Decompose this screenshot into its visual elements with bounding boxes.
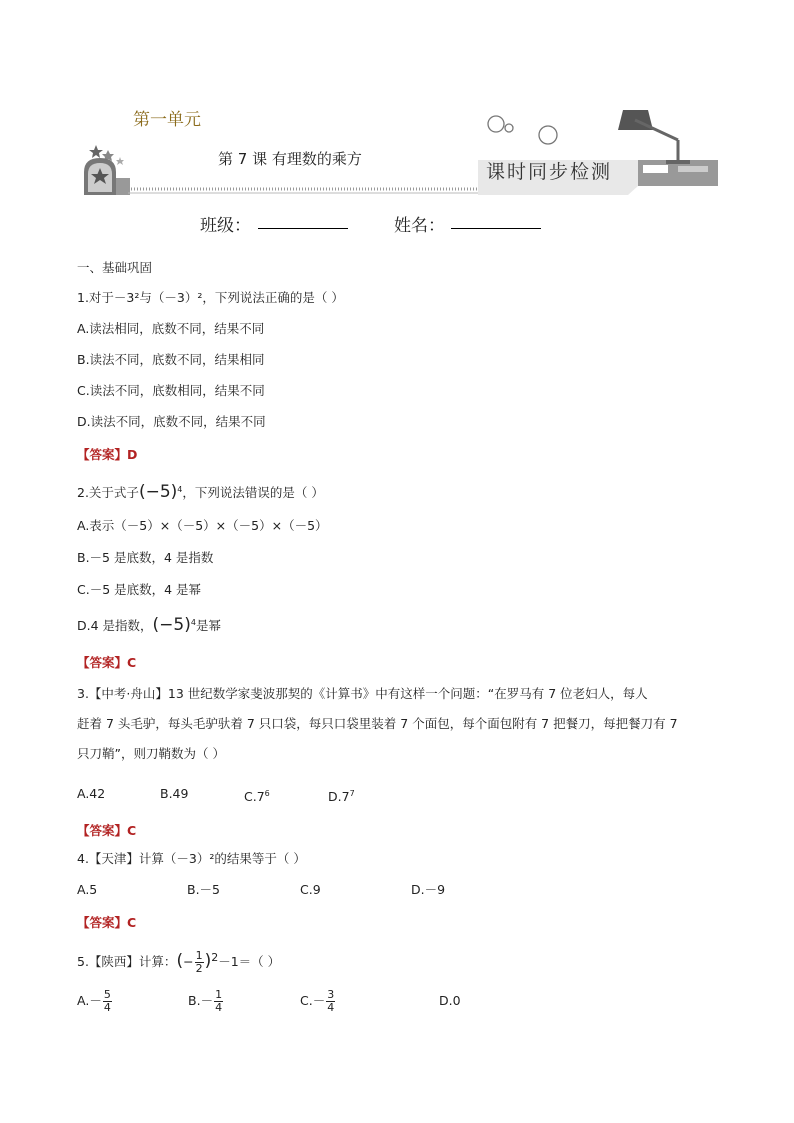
q4-stem: 4.【天津】计算（－3）²的结果等于（ ） [77,851,306,866]
q2-stem [77,482,324,501]
q3-option-a: A.42 [77,786,106,801]
star-emblem-icon [84,145,130,195]
q2-opt-d-pre: D.4 是指数， [77,618,153,634]
q2-opt-d-post: 是幂 [195,618,221,634]
lesson-title: 第 7 课 有理数的乘方 [218,150,362,168]
q5-stem-post: －1＝（ ） [218,954,281,970]
q3-answer: 【答案】C [77,823,137,838]
q3-option-c [244,786,270,805]
q2-stem-post: ，下列说法错误的是（ ） [182,485,324,501]
q5-option-c: C.－ $\frac{3}{4}$ [300,988,335,1014]
q2-option-b: B.－5 是底数，4 是指数 [77,550,214,565]
q5-option-d: D.0 [439,993,461,1008]
q3-line-3: 只刀鞘”，则刀鞘数为（ ） [77,746,225,761]
q2-option-c: C.－5 是底数，4 是幂 [77,582,202,597]
q1-option-a: A.读法相同，底数不同，结果不同 [77,321,265,336]
q3-opt-d-exp: 7 [349,789,355,798]
q5-exp: 2 [211,951,219,964]
q1-stem: 1.对于－3²与（－3）²，下列说法正确的是（ ） [77,290,344,305]
q3-opt-c-exp: 6 [264,789,270,798]
section-title: 一、基础巩固 [77,260,153,275]
banner-title: 课时同步检测 [486,161,613,183]
q5-stem-pre: 5.【陕西】计算： [77,954,177,970]
q3-opt-d-base: D.7 [328,789,350,805]
q2-opt-d-exp: 4 [190,618,196,627]
q4-option-b: B.－5 [187,882,221,897]
name-label: 姓名： [394,216,445,236]
q1-option-c: C.读法不同，底数相同，结果不同 [77,383,265,398]
q4-option-c: C.9 [300,882,321,897]
q1-option-b: B.读法不同，底数不同，结果相同 [77,352,265,367]
q3-line-1: 3.【中考·舟山】13 世纪数学家斐波那契的《计算书》中有这样一个问题：“在罗马有 7 位老妇人，每人 [77,686,648,701]
q5-option-b: B.－ $\frac{1}{4}$ [188,988,223,1014]
q2-stem-pre: 2.关于式子 [77,485,139,501]
desk-lamp-icon [618,110,690,164]
q5-inner-fraction: $\frac{1}{2}$ [195,949,203,976]
q4-option-d: D.－9 [411,882,446,897]
q5-inner-sign: − [183,954,194,970]
q5-option-a: A.－ $\frac{5}{4}$ [77,988,111,1014]
q1-option-d: D.读法不同，底数不同，结果不同 [77,414,266,429]
q4-option-a: A.5 [77,882,98,897]
unit-label: 第一单元 [133,110,201,130]
q2-option-a: A.表示（－5）×（－5）×（－5）×（－5） [77,518,328,533]
q2-option-d [77,615,221,634]
q3-option-b: B.49 [160,786,189,801]
q3-option-d [328,786,355,805]
class-label: 班级： [200,216,251,236]
q2-answer: 【答案】C [77,655,137,670]
q5-stem: 5.【陕西】计算：(− $\frac{1}{2}$ )2－1＝（ ） [77,949,281,976]
q1-answer: 【答案】D [77,447,138,462]
q2-opt-d-expr: (−5) [152,615,191,636]
q2-expr: (−5) [138,482,178,503]
class-blank [258,228,348,229]
q3-line-2: 赶着 7 头毛驴，每头毛驴驮着 7 只口袋，每只口袋里装着 7 个面包，每个面包附有 7 把餐刀，每把餐刀有 7 [77,716,678,731]
q2-exp: 4 [177,485,183,494]
q4-answer: 【答案】C [77,915,137,930]
name-blank [451,228,541,229]
q3-opt-c-base: C.7 [244,789,265,805]
